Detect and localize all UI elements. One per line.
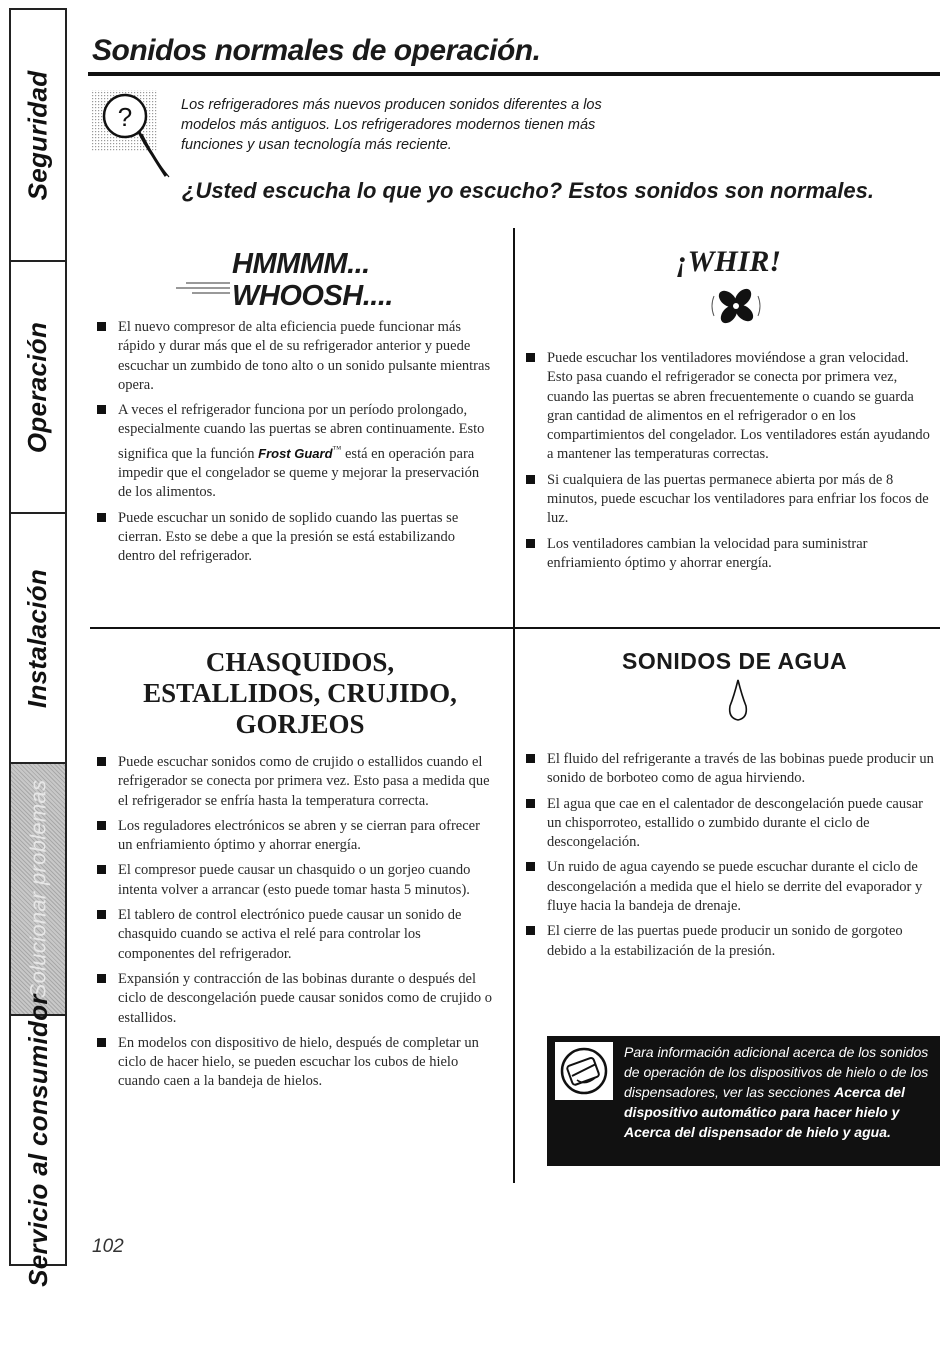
info-box-text: [624, 1042, 936, 1142]
side-tab-solucionar-problemas[interactable]: [11, 764, 65, 1016]
list-item: Expansión y contracción de las bobinas durante o después del ciclo de descongelación puede causar sonidos como de crujido o estallidos.: [95, 970, 495, 1028]
side-tab-label: Servicio al consumidor: [22, 993, 53, 1287]
side-tab-servicio-consumidor[interactable]: [11, 993, 65, 1287]
list-item: El fluido del refrigerante a través de las bobinas puede producir un sonido de borboteo como de agua hirviendo.: [524, 750, 936, 789]
list-item: Puede escuchar los ventiladores moviéndose a gran velocidad. Esto pasa cuando el refrigerador se conecta por primera vez, cuando las puertas se abren frecuentemente o cuando se guarda gran cantidad de alimentos en el refrigerador o en los compartimientos del congelador. Los ventiladores están ayudando a mantener las temperaturas correctas.: [524, 349, 936, 465]
chasquidos-list: [95, 753, 495, 1098]
svg-text:?: ?: [117, 102, 133, 132]
list-item: Los reguladores electrónicos se abren y se cierran para ofrecer un enfriamiento óptimo y ahorrar energía.: [95, 817, 495, 856]
trademark-symbol: ™: [332, 443, 342, 454]
section-title-hmmm: [232, 248, 393, 312]
list-item: Los ventiladores cambian la velocidad para suministrar enfriamiento óptimo y ahorrar energía.: [524, 535, 936, 574]
list-item-text: A veces el refrigerador funciona por un período prolongado, especialmente cuando las puertas se abren continuamente. Esto significa que la función: [118, 402, 485, 462]
side-tab-label: Instalación: [22, 568, 53, 708]
list-item: Puede escuchar un sonido de soplido cuando las puertas se cierran. Esto se debe a que la presión se está estabilizando dentro del refrigerador.: [95, 509, 495, 567]
side-tab-instalacion[interactable]: [11, 514, 65, 764]
list-item: El nuevo compresor de alta eficiencia puede funcionar más rápido y durar más que el de su refrigerador anterior y puede escuchar un zumbido de tono alto o un sonido pulsante mientras opera.: [95, 318, 495, 395]
whir-list: [524, 349, 936, 579]
section-title-agua: SONIDOS DE AGUA: [622, 648, 848, 674]
list-item: Si cualquiera de las puertas permanece abierta por más de 8 minutos, puede escuchar los ventiladores para enfriar los focos de luz.: [524, 471, 936, 529]
row-divider: [90, 627, 940, 629]
side-tab-bar: [9, 8, 67, 1287]
title-rule: [88, 72, 940, 76]
section-title-whir: ¡WHIR!: [676, 245, 782, 278]
subheading: ¿Usted escucha lo que yo escucho? Estos sonidos son normales.: [182, 178, 874, 203]
list-item: Puede escuchar sonidos como de crujido o estallidos cuando el refrigerador se conecta por primera vez. Esto pasa a medida que el refrigerador se enfría hasta la temperatura correcta.: [95, 753, 495, 811]
section-title-line: ESTALLIDOS, CRUJIDO,: [143, 678, 457, 708]
hmmm-list: [95, 318, 495, 572]
side-tab-label: Solucionar problemas: [25, 779, 50, 999]
section-title-line: WHOOSH....: [232, 280, 393, 312]
section-title-line: CHASQUIDOS,: [205, 647, 395, 677]
list-item: En modelos con dispositivo de hielo, después de completar un ciclo de hacer hielo, se pueden escuchar los cubos de hielo cuando caen a la bandeja de hielos.: [95, 1034, 495, 1092]
column-divider: [513, 228, 515, 1183]
info-text-plain: Para información adicional acerca de los sonidos de operación de los dispositivos de hielo o de los dispensadores, ver las secciones: [624, 1044, 929, 1100]
info-box: [547, 1036, 940, 1166]
ice-maker-icon: [555, 1042, 613, 1100]
frost-guard-brand: Frost Guard: [258, 445, 333, 461]
page-title: Sonidos normales de operación.: [92, 34, 541, 67]
list-item-text: está en operación para impedir que el congelador se queme y mejorar la preservación de los alimentos.: [118, 445, 480, 501]
water-drop-icon: [726, 678, 750, 722]
intro-text: Los refrigeradores más nuevos producen sonidos diferentes a los modelos más antiguos. Los refrigeradores modernos tienen más funciones y usan tecnología más reciente.: [181, 97, 602, 153]
section-title-line: GORJEOS: [235, 709, 365, 739]
list-item: Un ruido de agua cayendo se puede escuchar durante el ciclo de descongelación a medida que el hielo se derrite del evaporador y fluye hacia la bandeja de drenaje.: [524, 858, 936, 916]
list-item: El tablero de control electrónico puede causar un sonido de chasquido cuando se activa el relé para controlar los componentes del refrigerador.: [95, 906, 495, 964]
agua-list: [524, 750, 936, 967]
page-number: 102: [92, 1236, 124, 1257]
question-magnifier-icon: [92, 86, 172, 182]
list-item: El cierre de las puertas puede producir un sonido de gorgoteo debido a la estabilización de la presión.: [524, 922, 936, 961]
side-tab-label: Seguridad: [22, 70, 53, 200]
whoosh-lines-icon: [172, 281, 230, 295]
side-tab-seguridad[interactable]: [11, 10, 65, 262]
info-text-bold: Acerca del dispositivo automático para hacer hielo y Acerca del dispensador de hielo y agua.: [624, 1084, 905, 1140]
list-item: [95, 401, 495, 502]
list-item: El compresor puede causar un chasquido o un gorjeo cuando intenta volver a arrancar (esto puede tomar hasta 5 minutos).: [95, 861, 495, 900]
section-title-chasquidos: [110, 647, 490, 740]
section-title-line: HMMMM...: [232, 248, 370, 280]
side-tab-label: Operación: [22, 321, 53, 453]
list-item: El agua que cae en el calentador de descongelación puede causar un chisporroteo, estallido o zumbido durante el ciclo de descongelación.: [524, 795, 936, 853]
fan-icon: [708, 282, 764, 330]
side-tab-operacion[interactable]: [11, 262, 65, 514]
